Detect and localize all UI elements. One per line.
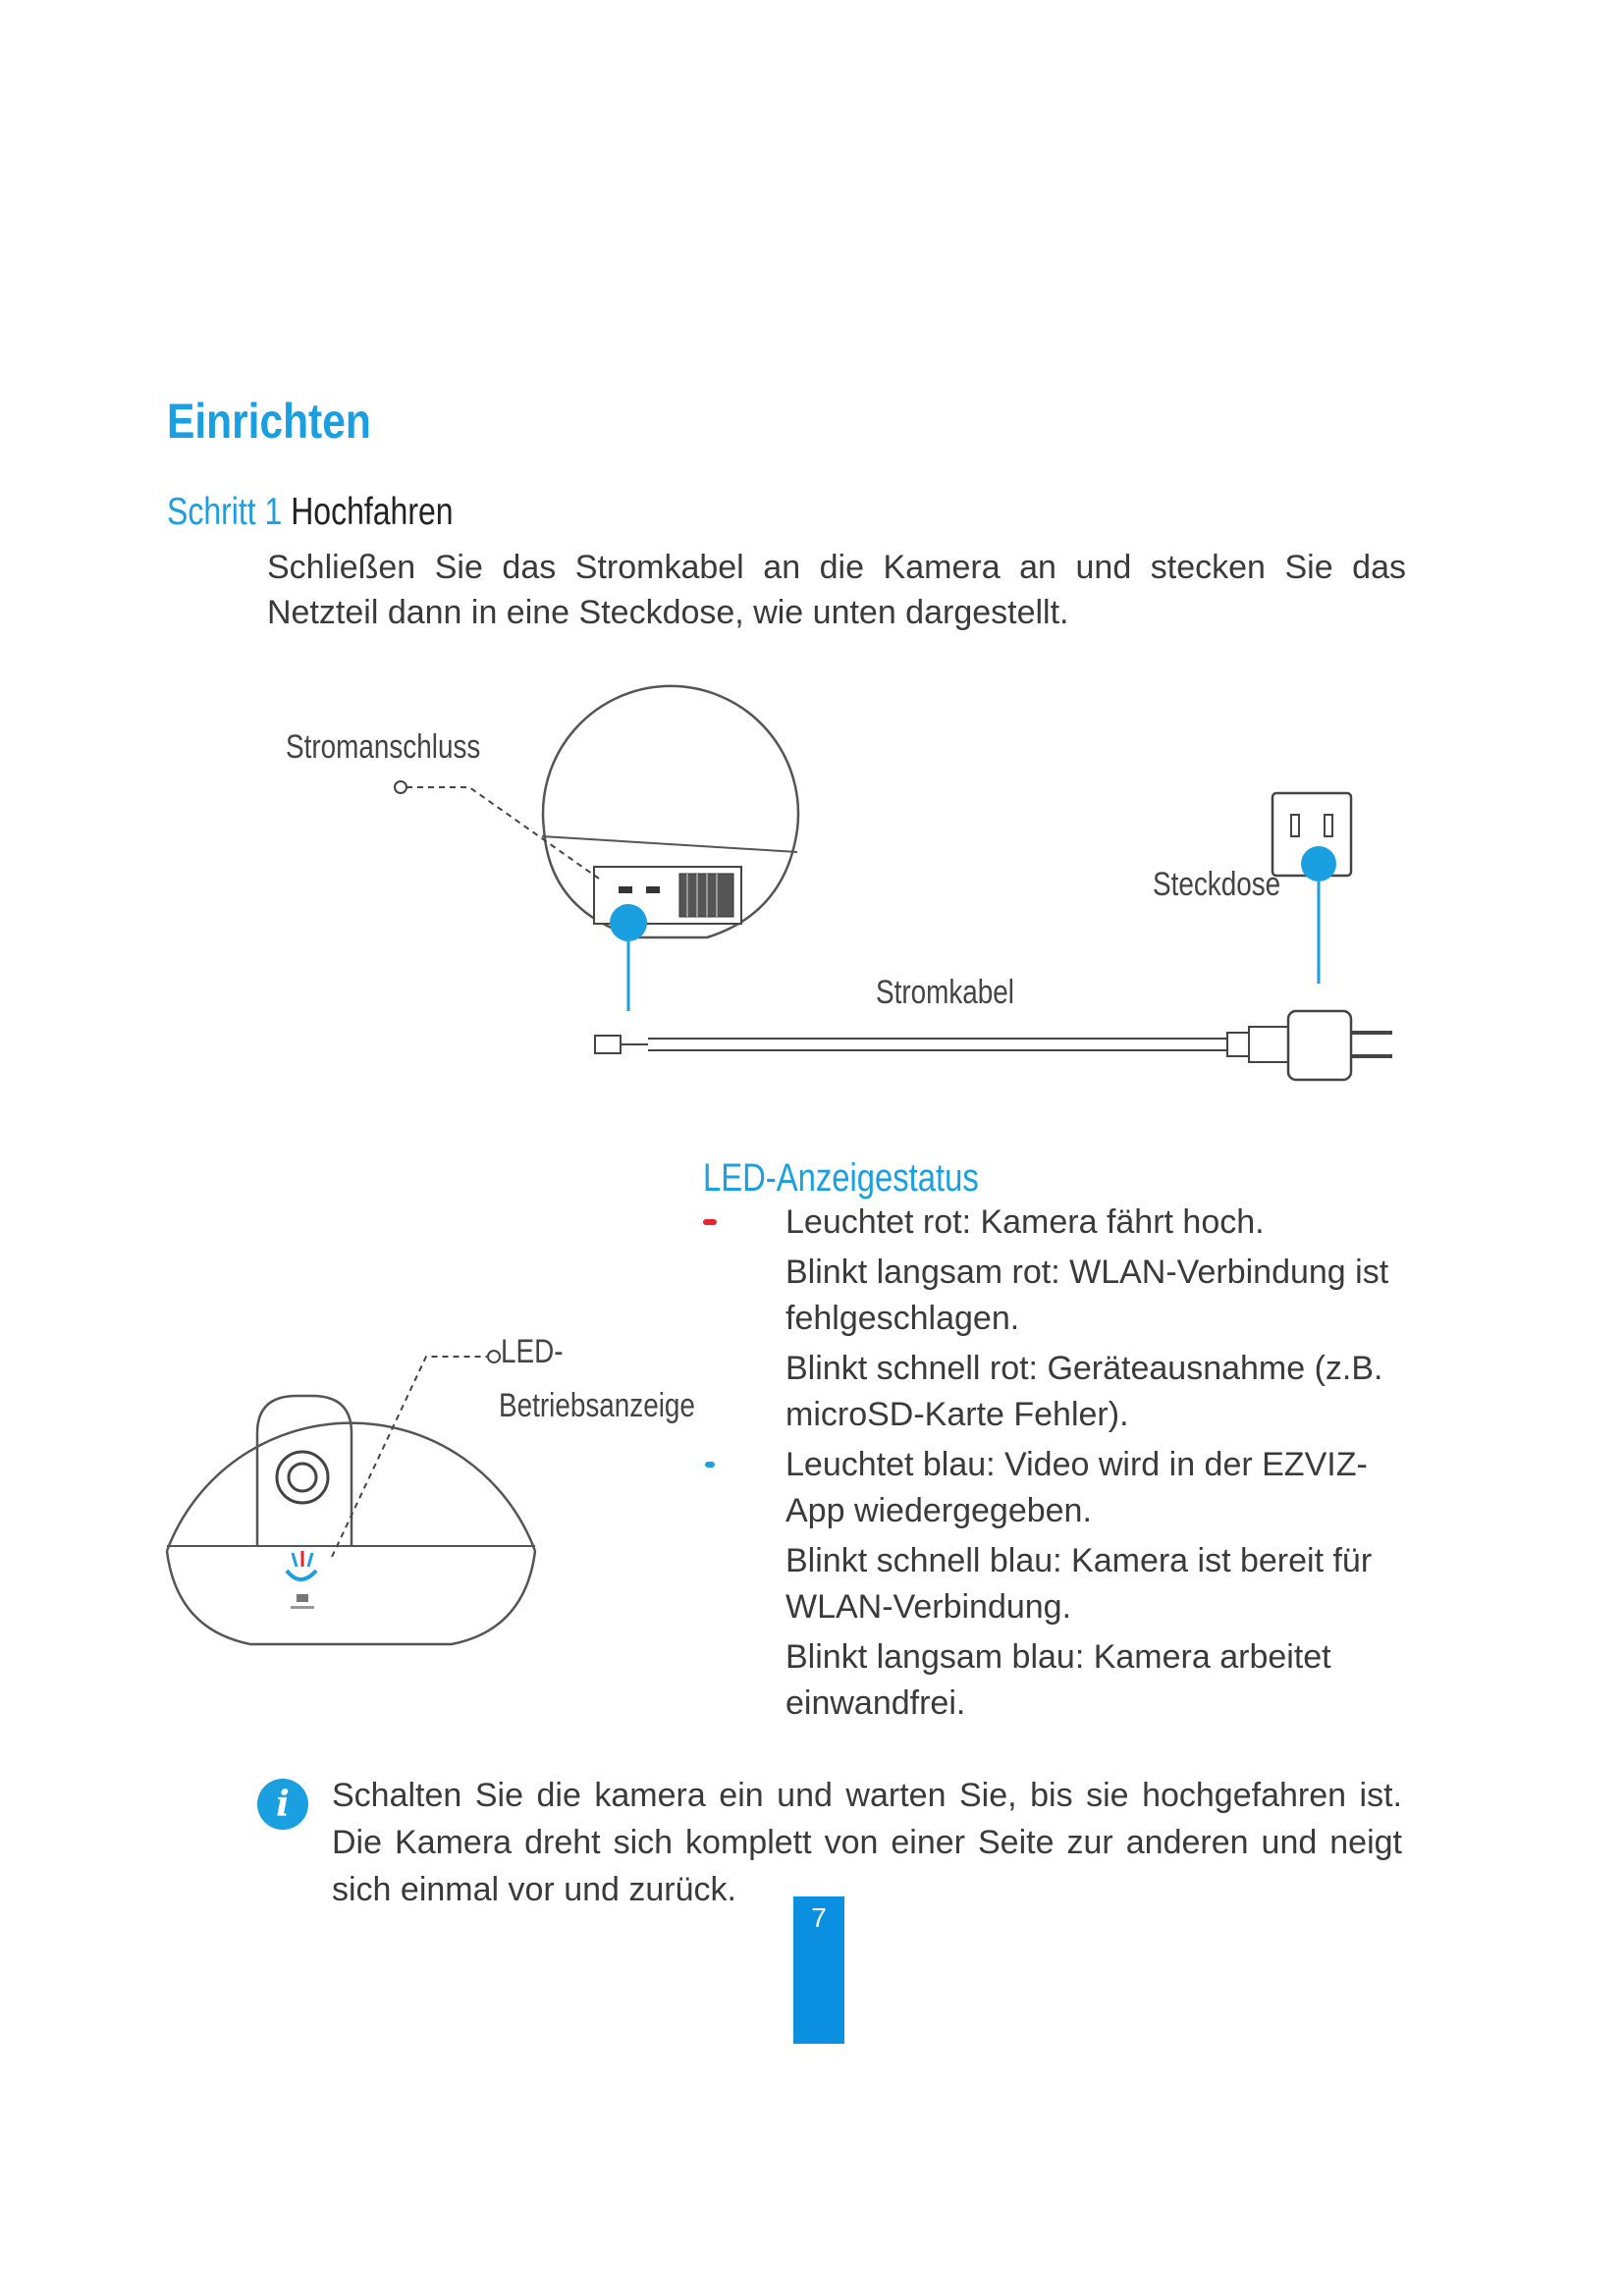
socket-label: Steckdose [1153,866,1281,903]
wall-socket-illustration [1272,793,1351,984]
power-cable-illustration [595,1011,1392,1080]
info-note: Schalten Sie die kamera ein und warten Sie, bis sie hochgefahren ist. Die Kamera dreht sich komplett von einer Seite zur anderen und neigt sich einmal vor und zurück. [332,1777,1402,1908]
page-number-tab [793,1896,844,2044]
step-title: Hochfahren [291,491,454,533]
info-icon: i [257,1779,308,1830]
step-number: Schritt 1 [167,491,283,533]
led-status-item: Blinkt langsam rot: WLAN-Verbindung ist fehlgeschlagen. [785,1254,1389,1337]
led-status-item: Blinkt langsam blau: Kamera arbeitet einwandfrei. [785,1638,1331,1722]
led-status-item: Blinkt schnell blau: Kamera ist bereit für WLAN-Verbindung. [785,1542,1373,1626]
camera-front-illustration [167,1396,535,1644]
page-number: 7 [811,1902,827,1933]
led-status-item: Blinkt schnell rot: Geräteausnahme (z.B. microSD-Karte Fehler). [785,1350,1383,1433]
cable-label: Stromkabel [876,974,1015,1011]
led-label-line2: Betriebsanzeige [499,1387,695,1424]
led-status-item: Leuchtet blau: Video wird in der EZVIZ-App wiedergegeben. [785,1442,1414,1534]
led-label-line1: LED- [501,1333,564,1370]
led-status-title: LED-Anzeigestatus [703,1156,979,1200]
blue-led-bullet [705,1462,715,1468]
led-status-item: Leuchtet rot: Kamera fährt hoch. [785,1200,1414,1246]
intro-paragraph: Schließen Sie das Stromkabel an die Kamera an und stecken Sie das Netzteil dann in eine Steckdose, wie unten dargestellt. [267,549,1406,631]
led-status-list [785,1200,1414,1731]
camera-back-illustration [542,686,798,1011]
red-led-bullet [703,1219,717,1225]
page-heading: Einrichten [167,394,371,449]
power-port-label: Stromanschluss [286,728,481,766]
